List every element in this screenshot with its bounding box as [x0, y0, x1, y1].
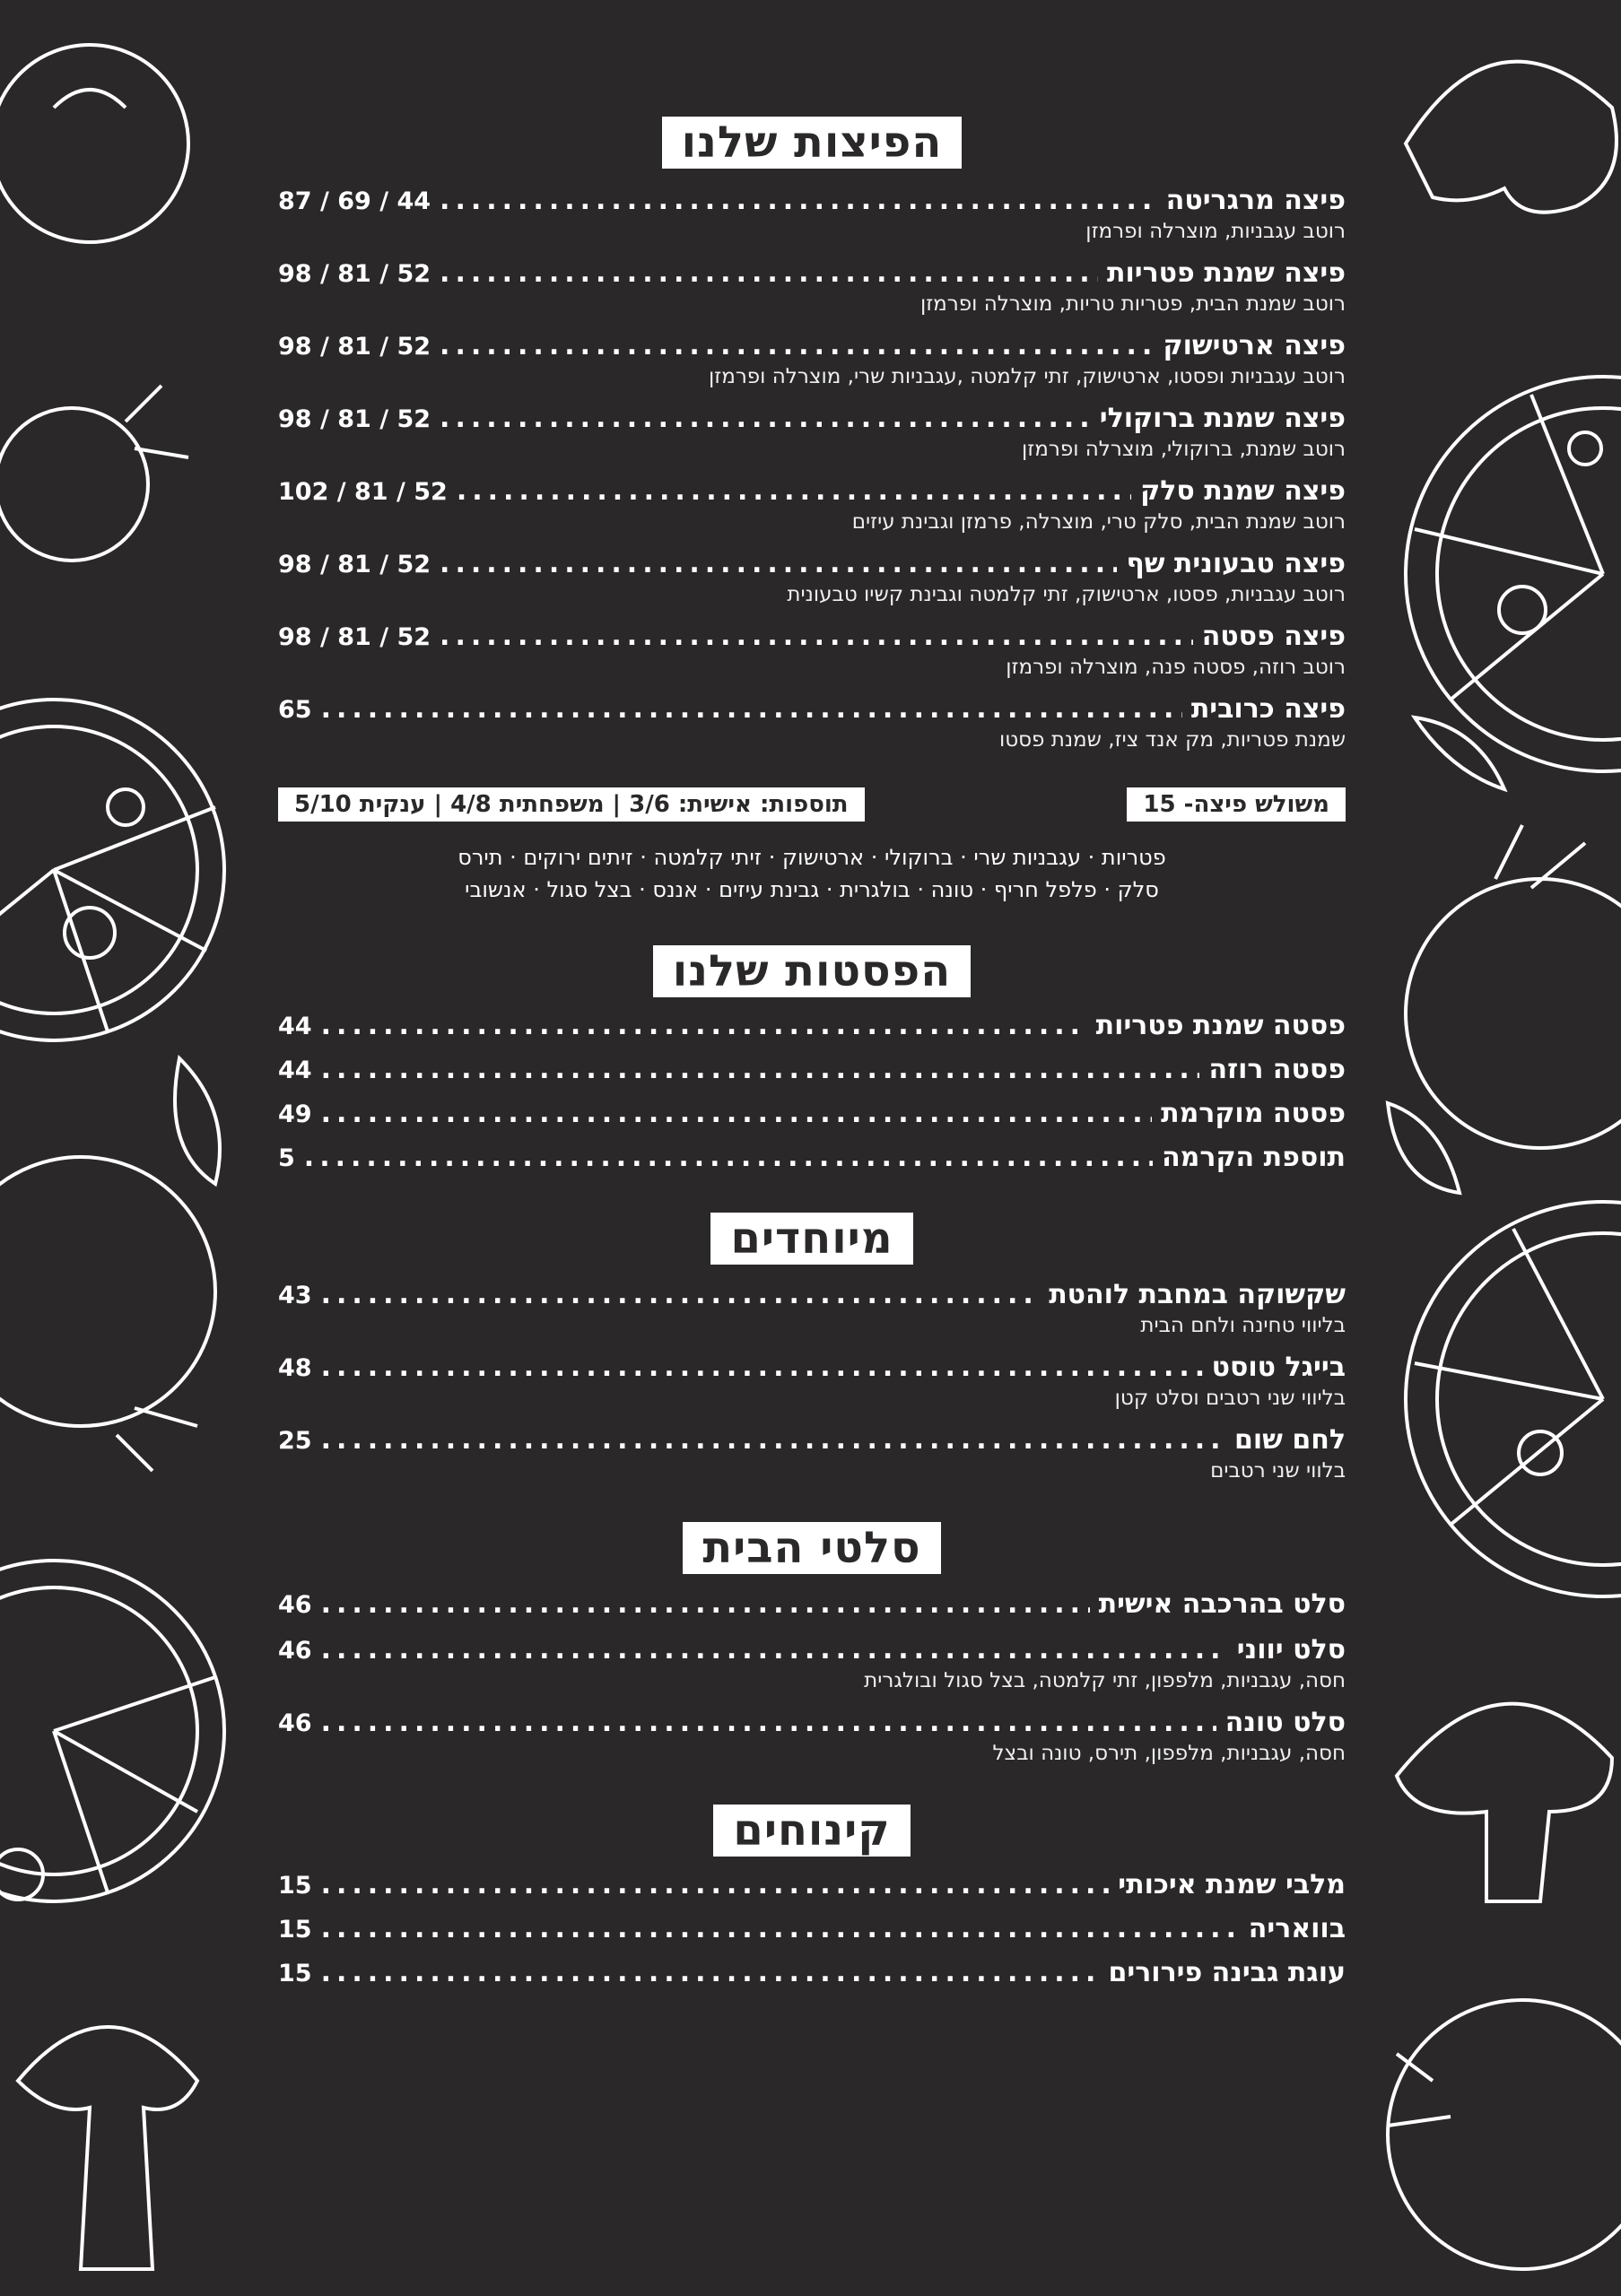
item-name: שקשוקה במחבת לוהטת	[1049, 1279, 1346, 1310]
item-description: רוטב שמנת, ברוקולי, מוצרלה ופרמזן	[1022, 438, 1346, 461]
tomato-icon	[1388, 2000, 1621, 2269]
item-name: סלט יווני	[1236, 1634, 1346, 1665]
dot-leader	[440, 330, 1155, 361]
basil-leaf-icon	[1388, 1103, 1460, 1193]
item-price: 98 / 81 / 52	[278, 260, 431, 288]
item-name: פיצה ארטישוק	[1163, 330, 1346, 361]
dot-leader	[321, 1098, 1153, 1129]
menu-item	[278, 330, 1346, 388]
item-price: 15	[278, 1960, 312, 1987]
item-description: רוטב שמנת הבית, פטריות טריות, מוצרלה ופרמזן	[919, 292, 1346, 316]
item-description: חסה, עגבניות, מלפפון, תירס, טונה ובצל	[992, 1742, 1346, 1765]
menu-item	[278, 403, 1346, 461]
item-price: 46	[278, 1637, 312, 1665]
item-description: שמנת פטריות, מק אנד ציז, שמנת פסטו	[998, 728, 1346, 752]
pizza-icon	[1406, 377, 1621, 771]
addons-line: פטריות · עגבניות שרי · ברוקולי · ארטישוק · זיתי קלמטה · זיתים ירוקים · תירס	[458, 845, 1166, 870]
menu-item	[278, 1424, 1346, 1483]
dot-leader	[321, 1588, 1090, 1620]
menu-item	[278, 1957, 1346, 1988]
item-price: 25	[278, 1427, 312, 1455]
item-description: בליווי טחינה ולחם הבית	[1140, 1314, 1346, 1337]
item-description: רוטב רוזה, פסטה פנה, מוצרלה ופרמזן	[1006, 656, 1346, 679]
dot-leader	[321, 1352, 1203, 1383]
item-name: עוגת גבינה פירורים	[1108, 1957, 1346, 1988]
dot-leader	[457, 475, 1131, 507]
menu-item	[278, 1279, 1346, 1337]
mushroom-icon	[1406, 62, 1617, 213]
item-price: 48	[278, 1354, 312, 1382]
dot-leader	[321, 1054, 1200, 1085]
item-name: פיצה כרובית	[1190, 693, 1346, 725]
item-name: בייגל טוסט	[1211, 1352, 1346, 1383]
item-price: 98 / 81 / 52	[278, 333, 431, 361]
dot-leader	[321, 1010, 1087, 1041]
dot-leader	[440, 548, 1117, 579]
mushroom-icon	[1397, 1704, 1612, 1901]
pizza-icon	[1406, 1202, 1621, 1596]
section-pastas	[278, 945, 1346, 1173]
item-name: סלט טונה	[1224, 1707, 1346, 1738]
section-pizzas	[278, 117, 1346, 906]
item-price: 15	[278, 1872, 312, 1900]
item-description: רוטב עגבניות ופסטו, ארטישוק, זתי קלמטה ,עגבניות שרי, מוצרלה ופרמזן	[708, 365, 1346, 388]
addons-list	[278, 841, 1346, 906]
menu-item	[278, 693, 1346, 752]
dot-leader	[321, 1869, 1110, 1900]
menu-content	[278, 117, 1346, 1988]
pizza-extras-row	[278, 787, 1346, 822]
section-title-desserts: קינוחים	[713, 1805, 910, 1857]
right-decoration	[1379, 0, 1621, 2296]
item-name: פיצה טבעונית שף	[1126, 548, 1346, 579]
item-name: מלבי שמנת איכותי	[1118, 1869, 1346, 1900]
dot-leader	[321, 1913, 1240, 1944]
dot-leader	[321, 1424, 1225, 1456]
item-price: 87 / 69 / 44	[278, 187, 431, 215]
section-title-pizzas: הפיצות שלנו	[662, 117, 963, 169]
pizza-slice-label: משולש פיצה- 15	[1127, 787, 1346, 822]
mushroom-icon	[0, 45, 188, 242]
item-name: פסטה שמנת פטריות	[1095, 1010, 1346, 1041]
menu-item	[278, 1142, 1346, 1173]
menu-item	[278, 475, 1346, 534]
item-name: פסטה רוזה	[1208, 1054, 1346, 1085]
item-description: חסה, עגבניות, מלפפון, זתי קלמטה, בצל סגול ובולגרית	[864, 1669, 1346, 1692]
basil-leaf-icon	[1415, 718, 1504, 789]
item-name: תוספת הקרמה	[1162, 1142, 1346, 1173]
item-price: 15	[278, 1916, 312, 1944]
item-price: 98 / 81 / 52	[278, 405, 431, 433]
addons-price-label: תוספות: אישית: 3/6 | משפחתית 4/8 | ענקית 5/10	[278, 787, 865, 822]
item-price: 65	[278, 696, 312, 724]
section-salads	[278, 1522, 1346, 1765]
item-price: 44	[278, 1013, 312, 1040]
dot-leader	[321, 693, 1182, 725]
dot-leader	[321, 1957, 1100, 1988]
item-name: פיצה פסטה	[1201, 621, 1346, 652]
menu-item	[278, 257, 1346, 316]
addons-line: סלק · פלפל חריף · טונה · בולגרית · גבינת עיזים · אננס · בצל סגול · אנשובי	[465, 877, 1159, 902]
dot-leader	[440, 185, 1157, 216]
item-price: 46	[278, 1709, 312, 1737]
item-price: 5	[278, 1144, 295, 1172]
item-price: 98 / 81 / 52	[278, 551, 431, 578]
item-name: פיצה שמנת סלק	[1140, 475, 1346, 507]
menu-item	[278, 185, 1346, 243]
item-price: 44	[278, 1057, 312, 1084]
menu-item	[278, 1634, 1346, 1692]
pizza-icon	[0, 700, 224, 1040]
item-price: 49	[278, 1100, 312, 1128]
menu-item	[278, 1913, 1346, 1944]
item-description: רוטב שמנת הבית, סלק טרי, מוצרלה, פרמזן וגבינת עיזים	[851, 510, 1346, 534]
dot-leader	[321, 1707, 1216, 1738]
dot-leader	[304, 1142, 1153, 1173]
dot-leader	[440, 403, 1091, 434]
item-name: לחם שום	[1233, 1424, 1346, 1456]
basil-leaf-icon	[175, 1058, 220, 1184]
item-name: פסטה מוקרמת	[1161, 1098, 1346, 1129]
section-specials	[278, 1213, 1346, 1483]
item-price: 98 / 81 / 52	[278, 623, 431, 651]
left-decoration	[0, 0, 242, 2296]
menu-item	[278, 621, 1346, 679]
menu-item	[278, 1707, 1346, 1765]
item-price: 46	[278, 1591, 312, 1619]
tomato-icon	[0, 1157, 215, 1471]
menu-item	[278, 1054, 1346, 1085]
tomato-icon	[1406, 825, 1621, 1148]
menu-item	[278, 1352, 1346, 1410]
menu-item	[278, 1098, 1346, 1129]
section-desserts	[278, 1805, 1346, 1988]
item-name: פיצה מרגריטה	[1165, 185, 1346, 216]
item-name: פיצה שמנת פטריות	[1107, 257, 1346, 289]
item-description: רוטב עגבניות, מוצרלה ופרמזן	[1085, 220, 1346, 243]
menu-item	[278, 1869, 1346, 1900]
item-name: סלט בהרכבה אישית	[1098, 1588, 1346, 1620]
dot-leader	[440, 257, 1098, 289]
mushroom-icon	[18, 2027, 197, 2269]
section-title-pastas: הפסטות שלנו	[653, 945, 971, 997]
tomato-icon	[0, 386, 188, 561]
item-description: בלווי שני רטבים	[1210, 1459, 1346, 1483]
dot-leader	[321, 1279, 1041, 1310]
item-description: רוטב עגבניות, פסטו, ארטישוק, זתי קלמטה וגבינת קשיו טבעונית	[787, 583, 1346, 606]
section-title-specials: מיוחדים	[710, 1213, 912, 1265]
item-name: בוואריה	[1248, 1913, 1346, 1944]
item-price: 102 / 81 / 52	[278, 478, 448, 506]
dot-leader	[440, 621, 1193, 652]
item-price: 43	[278, 1282, 312, 1309]
section-title-salads: סלטי הבית	[683, 1522, 940, 1574]
menu-item	[278, 1588, 1346, 1620]
item-description: בליווי שני רטבים וסלט קטן	[1114, 1387, 1346, 1410]
dot-leader	[321, 1634, 1228, 1665]
item-name: פיצה שמנת ברוקולי	[1099, 403, 1346, 434]
menu-item	[278, 1010, 1346, 1041]
pizza-icon	[0, 1561, 224, 1901]
menu-item	[278, 548, 1346, 606]
